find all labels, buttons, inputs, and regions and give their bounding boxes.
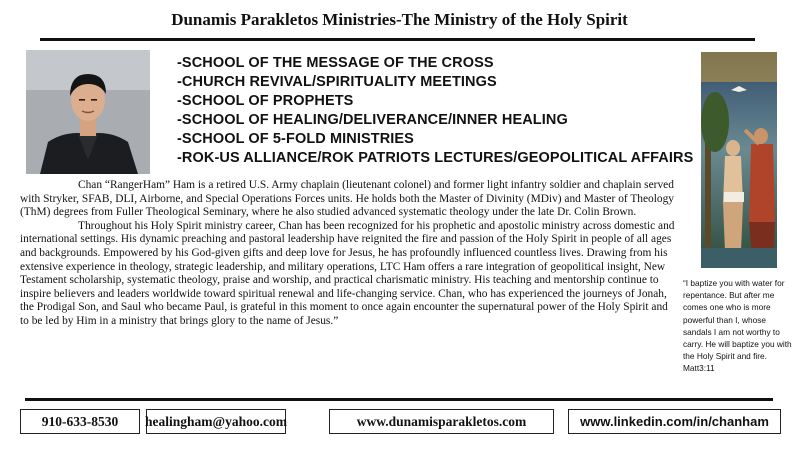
portrait-icon — [26, 50, 150, 174]
email-contact[interactable]: healingham@yahoo.com — [146, 409, 286, 434]
ministry-item: -CHURCH REVIVAL/SPIRITUALITY MEETINGS — [177, 74, 497, 90]
top-divider — [40, 38, 755, 41]
bottom-divider — [25, 398, 773, 401]
biography-paragraph: Chan “RangerHam” Ham is a retired U.S. Army chaplain (lieutenant colonel) and former light infantry soldier and chaplain served with Stryker, SFAB, DLI, Airborne, and Special Operations Forces units. He holds both the Master of Divinity (MDiv) and Master of Theology (ThM) degrees from Fuller Theological Seminary, where he also studied advanced systematic theology under the late Dr. Colin Brown. — [20, 179, 674, 219]
ministry-item: -SCHOOL OF HEALING/DELIVERANCE/INNER HEALING — [177, 112, 568, 128]
ministry-item: -SCHOOL OF THE MESSAGE OF THE CROSS — [177, 55, 494, 71]
biography-paragraph: Throughout his Holy Spirit ministry career, Chan has been recognized for his prophetic and apostolic ministry across domestic and international settings. His dynamic preaching and pastoral leadership have reignited the fire and passion of the Holy Spirit in people of all ages and backgrounds. Empowered by his God-given gifts and deep love for Jesus, he has profoundly influenced countless lives. Drawing from his extensive experience in theology, strategic leadership, and military operations, LTC Ham offers a rare integration of geopolitical insight, New Testament scholarship, systematic theology, praise and worship, and practical charismatic ministry. His teaching and mentorship continue to inspire believers and leaders worldwide toward spiritual renewal and life-changing service. Chan, who has experienced the journeys of Jonah, the Prodigal Son, and Saul who became Paul, is grateful in this moment to once again encounter the supernatural power of the Holy Spirit and to be led by Him in a ministry that brings glory to the name of Jesus.” — [20, 219, 675, 327]
ministry-item: -ROK-US ALLIANCE/ROK PATRIOTS LECTURES/GEOPOLITICAL AFFAIRS — [177, 150, 694, 166]
ministry-item: -SCHOOL OF 5-FOLD MINISTRIES — [177, 131, 414, 147]
linkedin-link[interactable]: www.linkedin.com/in/chanham — [568, 409, 781, 434]
portrait-photo — [26, 50, 150, 174]
baptism-painting-icon — [701, 52, 777, 268]
page-title: Dunamis Parakletos Ministries-The Ministry of the Holy Spirit — [171, 10, 628, 29]
baptism-painting — [701, 52, 777, 268]
ministry-item: -SCHOOL OF PROPHETS — [177, 93, 354, 109]
scripture-quote: “I baptize you with water for repentance. But after me comes one who is more powerful than I, whose sandals I am not worthy to carry. He will baptize you with the Holy Spirit and fire. Matt3:11 — [683, 278, 792, 374]
ministries-list — [177, 54, 693, 168]
website-link[interactable]: www.dunamisparakletos.com — [329, 409, 554, 434]
phone-contact[interactable]: 910-633-8530 — [20, 409, 140, 434]
biography — [20, 179, 675, 329]
